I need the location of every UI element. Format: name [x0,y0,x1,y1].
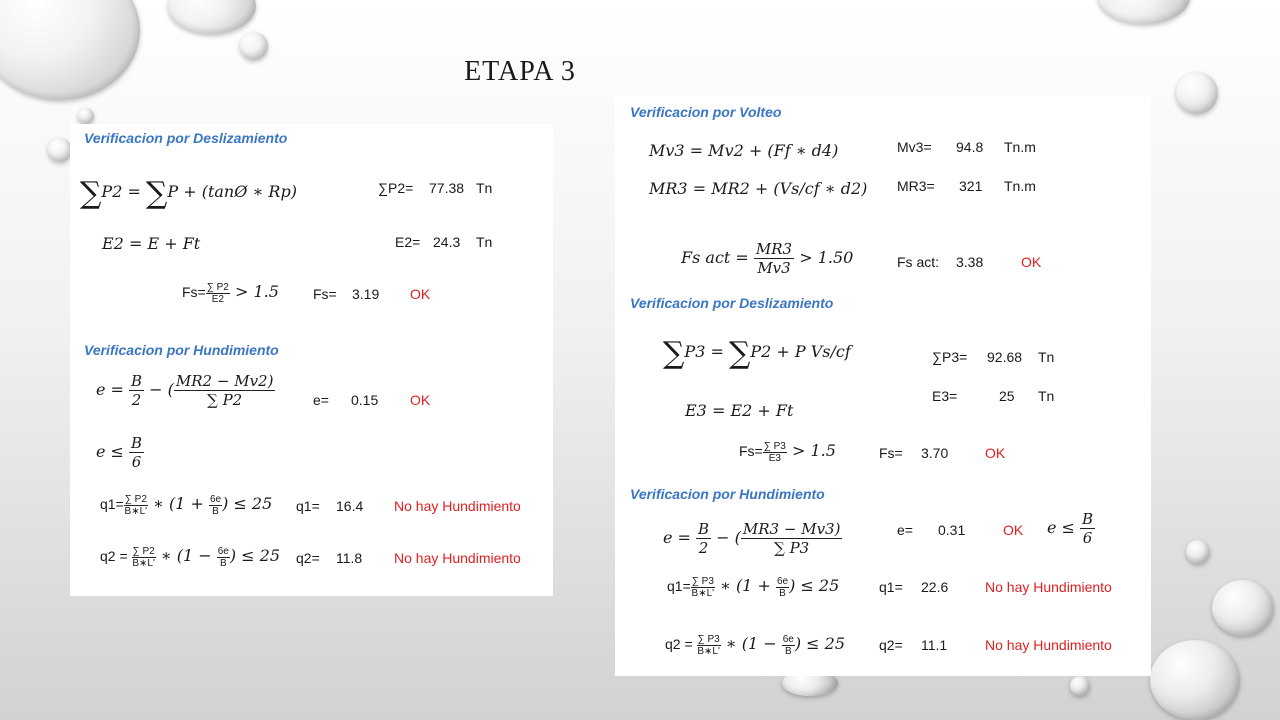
left-calculation-panel [70,124,553,596]
mr3-unit: Tn.m [1004,178,1036,194]
equation-sum-p3: ∑P3 = ∑P2 + P Vs/cf [663,336,851,371]
q1-label: q1= [296,498,320,514]
equation-q1: q1= $\frac{\sum P2}{B∗L'}$ ∗ (1 + $\frac{6e}{B}$ ) ≤ 25 [100,494,273,517]
equation-q2: q2 = $\frac{\sum P2}{B∗L'}$ ∗ (1 − $\frac{6e}{B}$ ) ≤ 25 [100,546,281,569]
e-status: OK [410,392,431,408]
q1-value: 22.6 [921,579,949,595]
sum-symbol: ∑ [80,176,102,211]
sum-symbol: ∑ [728,336,751,371]
equation-fs: Fs= $\frac{\sum P2}{E2}$ > 1.5 [182,282,279,305]
equation-q2: q2 = $\frac{\sum P3}{B∗L'}$ ∗ (1 − $\frac{6e}{B}$ ) ≤ 25 [665,634,846,657]
heading-deslizamiento: Verificacion por Deslizamiento [630,295,834,311]
equation-sum-p2: ∑P2 = ∑P + (tanØ ∗ Rp) [80,176,297,211]
fs-act-label: Fs act: [897,254,940,270]
water-drop-decoration [0,0,140,100]
p3-label: ∑P3= [932,349,968,365]
water-drop-decoration [1186,540,1210,564]
equation-eccentricity: e = $\frac{B}{2}$ − ( $\frac{MR3 - Mv3)}{\sum P3}$ [663,520,841,557]
q1-label: q1= [879,579,903,595]
e-value: 0.31 [938,522,966,538]
q2-status: No hay Hundimiento [985,637,1112,653]
mr3-value: 321 [959,178,983,194]
q2-value: 11.8 [336,550,363,566]
mr3-label: MR3= [897,178,935,194]
fs-value: 3.19 [352,286,380,302]
equation-fs: Fs= $\frac{\sum P3}{E3}$ > 1.5 [739,441,836,464]
heading-volteo: Verificacion por Volteo [630,104,782,120]
mv3-label: Mv3= [897,139,932,155]
p2-label: ∑P2= [378,180,414,196]
q1-status: No hay Hundimiento [985,579,1112,595]
q2-label: q2= [879,637,903,653]
water-drop-decoration [1098,0,1190,24]
e2-label: E2= [395,234,421,250]
equation-mv3: Mv3 = Mv2 + (Ff ∗ d4) [649,141,839,160]
sum-symbol: ∑ [663,336,685,371]
p2-value: 77.38 [429,180,465,196]
equation-eccentricity: e = $\frac{B}{2}$ − ( $\frac{MR2 - Mv2)}{\sum P2}$ [96,372,274,409]
water-drop-decoration [1150,640,1240,720]
q2-label: q2= [296,550,320,566]
fs-label: Fs= [313,286,337,302]
q2-value: 11.1 [921,637,948,653]
water-drop-decoration [1176,72,1218,114]
p3-value: 92.68 [987,349,1023,365]
right-calculation-panel [615,96,1151,676]
heading-deslizamiento: Verificacion por Deslizamiento [84,130,288,146]
fs-status: OK [985,445,1006,461]
e-label: e= [313,392,329,408]
equation-e2: E2 = E + Ft [102,234,201,253]
water-drop-decoration [1212,580,1274,636]
e3-label: E3= [932,388,958,404]
equation-e3: E3 = E2 + Ft [685,401,794,420]
condition-e-le-b6: e ≤ $\frac{B}{6}$ [96,434,143,471]
page-title: ETAPA 3 [464,56,576,87]
e-label: e= [897,522,913,538]
fs-act-status: OK [1021,254,1042,270]
mv3-unit: Tn.m [1004,139,1036,155]
e-value: 0.15 [351,392,379,408]
e-status: OK [1003,522,1024,538]
fs-act-value: 3.38 [956,254,984,270]
e2-value: 24.3 [433,234,461,250]
e3-value: 25 [999,388,1015,404]
sum-symbol: ∑ [145,176,168,211]
q2-status: No hay Hundimiento [394,550,521,566]
p2-unit: Tn [476,180,493,196]
condition-e-le-b6: e ≤ $\frac{B}{6}$ [1047,510,1094,547]
mv3-value: 94.8 [956,139,984,155]
e2-unit: Tn [476,234,493,250]
water-drop-decoration [78,108,94,124]
heading-hundimiento: Verificacion por Hundimiento [630,486,825,502]
q1-value: 16.4 [336,498,364,514]
fs-value: 3.70 [921,445,949,461]
water-drop-decoration [168,0,256,34]
water-drop-decoration [48,138,72,162]
p3-unit: Tn [1038,349,1055,365]
fs-label: Fs= [879,445,903,461]
equation-fs-act: Fs act = $\frac{MR3}{Mv3}$ > 1.50 [681,240,854,277]
q1-status: No hay Hundimiento [394,498,521,514]
equation-mr3: MR3 = MR2 + (Vs/cf ∗ d2) [649,179,868,198]
equation-q1: q1= $\frac{\sum P3}{B∗L'}$ ∗ (1 + $\frac{6e}{B}$ ) ≤ 25 [667,576,840,599]
heading-hundimiento: Verificacion por Hundimiento [84,342,279,358]
e3-unit: Tn [1038,388,1055,404]
fs-status: OK [410,286,431,302]
water-drop-decoration [1070,676,1090,696]
